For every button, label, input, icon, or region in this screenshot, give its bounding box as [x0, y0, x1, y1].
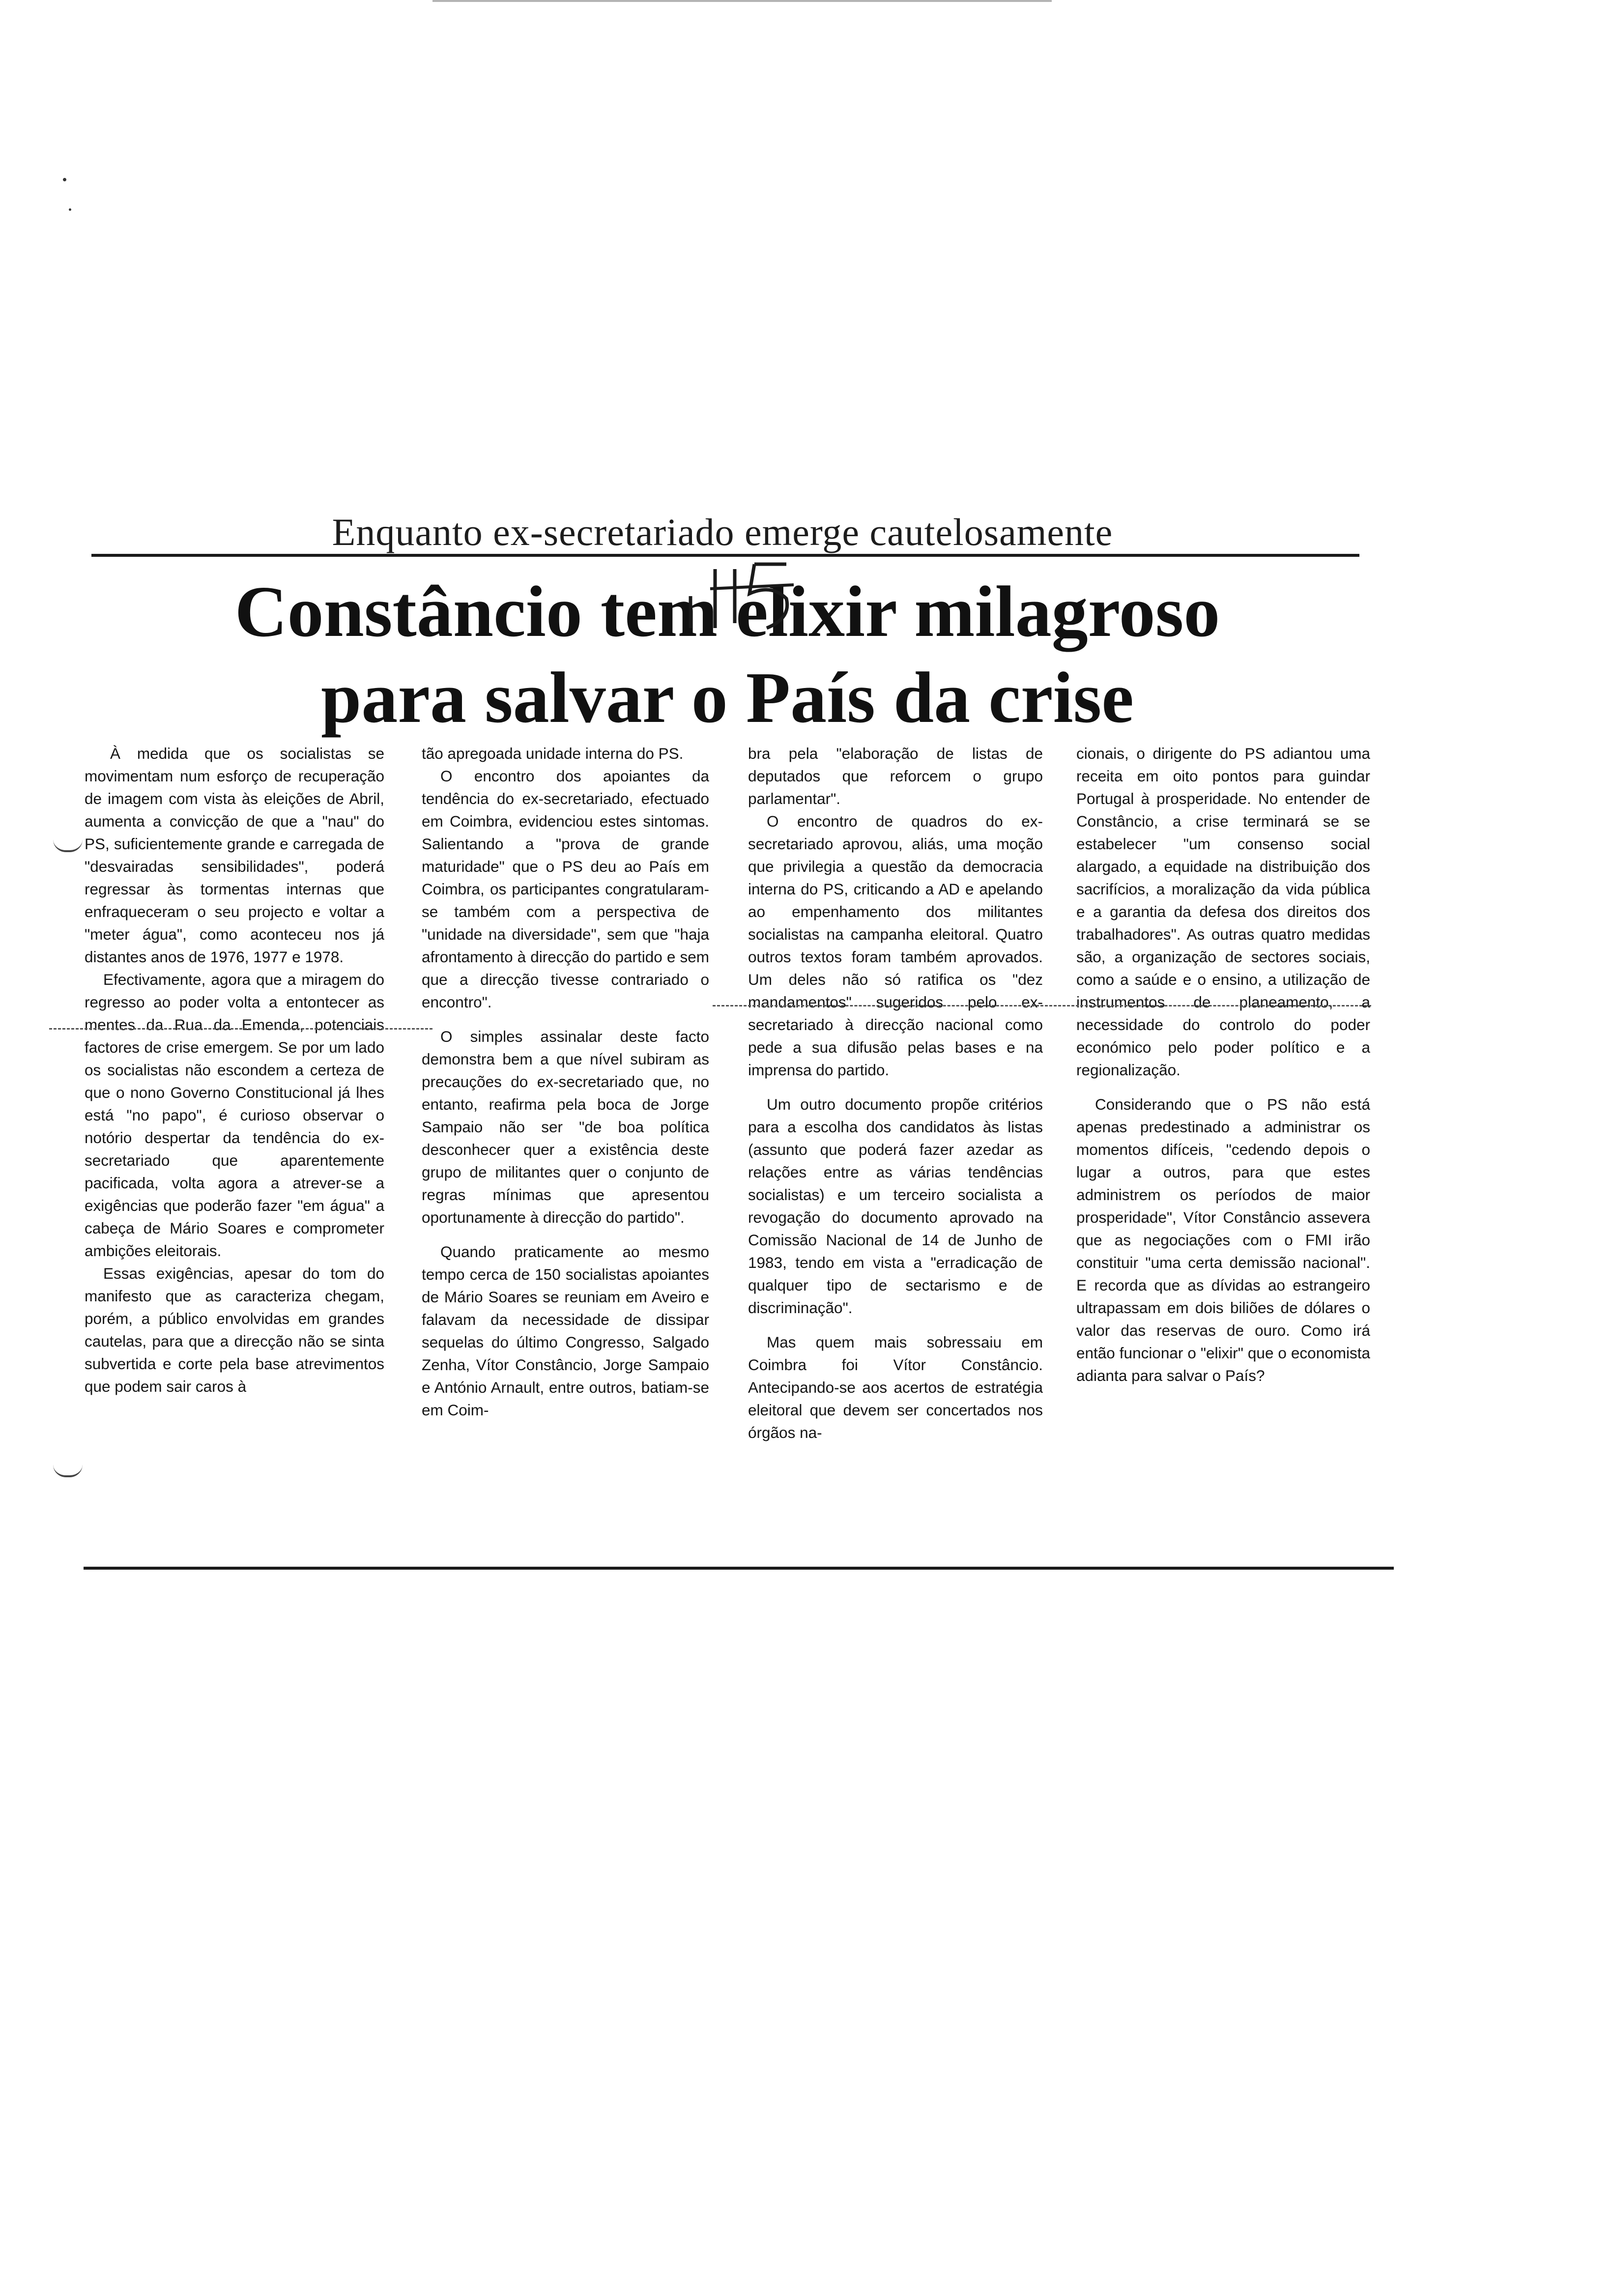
bottom-rule [84, 1567, 1394, 1570]
paragraph: À medida que os socialistas se movimentam num esforço de recuperação de imagem com vista às eleições de Abril, aumenta a convicção de que a "nau" do PS, suficientemente grande e carregada de "desvairadas sensibilidades", poderá regressar às tormentas internas que enfraqueceram o seu projecto e voltar a "meter água", como aconteceu nos já distantes anos de 1976, 1977 e 1978. [85, 745, 384, 966]
margin-pencil-mark [53, 1464, 83, 1477]
paragraph: Considerando que o PS não está apenas predestinado a administrar os momentos difíceis, "cedendo depois o lugar a outros, para que estes administrem os períodos de maior prosperidade", Vítor Constâncio assevera que as negociações com o FMI irão constituir "uma certa demissão nacional". E recorda que as dívidas ao estrangeiro ultrapassam em dois biliões de dólares o valor das reservas de ouro. Como irá então funcionar o "elixir" que o economista adianta para salvar o País? [1076, 1095, 1370, 1384]
margin-pencil-mark [53, 839, 83, 852]
article-column-3 [748, 742, 1043, 1444]
scan-edge-line [432, 0, 1052, 2]
paragraph: Um outro documento propõe critérios para a escolha dos candidatos às listas (assunto que poderá fazer azedar as relações entre as várias tendências socialistas) e um terceiro socialista a revogação do documento aprovado na Comissão Nacional de 14 de Junho de 1983, tendo em vista a "erradicação de qualquer tipo de sectarismo e de discriminação". [748, 1095, 1043, 1317]
pencil-underline [713, 1005, 1371, 1006]
paragraph: tão apregoada unidade interna do PS. [422, 745, 684, 762]
headline-line-2: para salvar o País da crise [321, 658, 1134, 738]
paragraph: O simples assinalar deste facto demonstra bem a que nível subiram as precauções do ex-secretariado que, no entanto, reafirma pela boca de Jorge Sampaio não ser "de boa política desconhecer quer a existência deste grupo de militantes quer o conjunto de regras mínimas que apresentou oportunamente à direcção do partido". [422, 1028, 709, 1226]
article-column-2 [422, 742, 709, 1421]
paragraph: O encontro dos apoiantes da tendência do ex-secretariado, efectuado em Coimbra, evidenciou estes sintomas. Salientando a "prova de grande maturidade" que o PS deu ao País em Coimbra, os participantes congratularam-se também com a perspectiva de "unidade na diversidade", sem que "haja afrontamento à direcção do partido e sem que a direcção tivesse contrariado o encontro". [422, 767, 709, 1011]
handwritten-annotation-mark [681, 549, 858, 633]
paragraph: Quando praticamente ao mesmo tempo cerca de 150 socialistas apoiantes de Mário Soares se reuniam em Aveiro e falavam da necessidade de dissipar sequelas do último Congresso, Salgado Zenha, Vítor Constâncio, Jorge Sampaio e António Arnault, entre outros, batiam-se em Coim- [422, 1243, 709, 1419]
paragraph: bra pela "elaboração de listas de deputados que reforcem o grupo parlamentar". [748, 745, 1043, 807]
paragraph: Mas quem mais sobressaiu em Coimbra foi Vítor Constâncio. Antecipando-se aos acertos de estratégia eleitoral que devem ser concertados nos órgãos na- [748, 1333, 1043, 1441]
paragraph: Efectivamente, agora que a miragem do regresso ao poder volta a entontecer as mentes da Rua da Emenda, potenciais factores de crise emergem. Se por um lado os socialistas não escondem a certeza de que o nono Governo Constitucional já lhes está "no papo", é curioso observar o notório despertar da tendência do ex-secretariado que aparentemente pacificada, volta agora a atrever-se a exigências que poderão fazer "em água" a cabeça de Mário Soares e comprometer ambições eleitorais. [85, 971, 384, 1260]
pencil-underline [49, 1028, 432, 1030]
paragraph: cionais, o dirigente do PS adiantou uma receita em oito pontos para guindar Portugal à prosperidade. No entender de Constâncio, a crise terminará se se estabelecer "um consenso social alargado, a equidade na distribuição dos sacrifícios, a moralização da vida pública e a garantia da defesa dos direitos dos trabalhadores". As outras quatro medidas são, a organização de sectores sociais, como a saúde e o ensino, a utilização de instrumentos de planeamento, a necessidade do controlo do poder económico pelo poder político e a regionalização. [1076, 745, 1370, 1079]
headline-line-1: Constâncio tem elixir milagroso [234, 572, 1220, 652]
article-kicker: Enquanto ex-secretariado emerge cautelosamente [332, 511, 1113, 553]
paragraph: O encontro de quadros do ex-secretariado aprovou, aliás, uma moção que privilegia a questão da democracia interna do PS, criticando a AD e apelando ao empenhamento dos militantes socialistas na campanha eleitoral. Quatro outros textos foram também aprovados. Um deles não só ratifica os "dez mandamentos" sugeridos pelo ex-secretariado à direcção nacional como pede a sua difusão pelas bases e na imprensa do partido. [748, 812, 1043, 1079]
article-column-1 [85, 742, 384, 1398]
scan-speck [69, 208, 71, 211]
scan-speck [63, 178, 66, 181]
article-column-4 [1076, 742, 1370, 1387]
paragraph: Essas exigências, apesar do tom do manifesto que as caracteriza chegam, porém, a público envolvidas em grandes cautelas, para que a direcção não se sinta subvertida e corte pela base atrevimentos que podem sair caros à [85, 1264, 384, 1395]
